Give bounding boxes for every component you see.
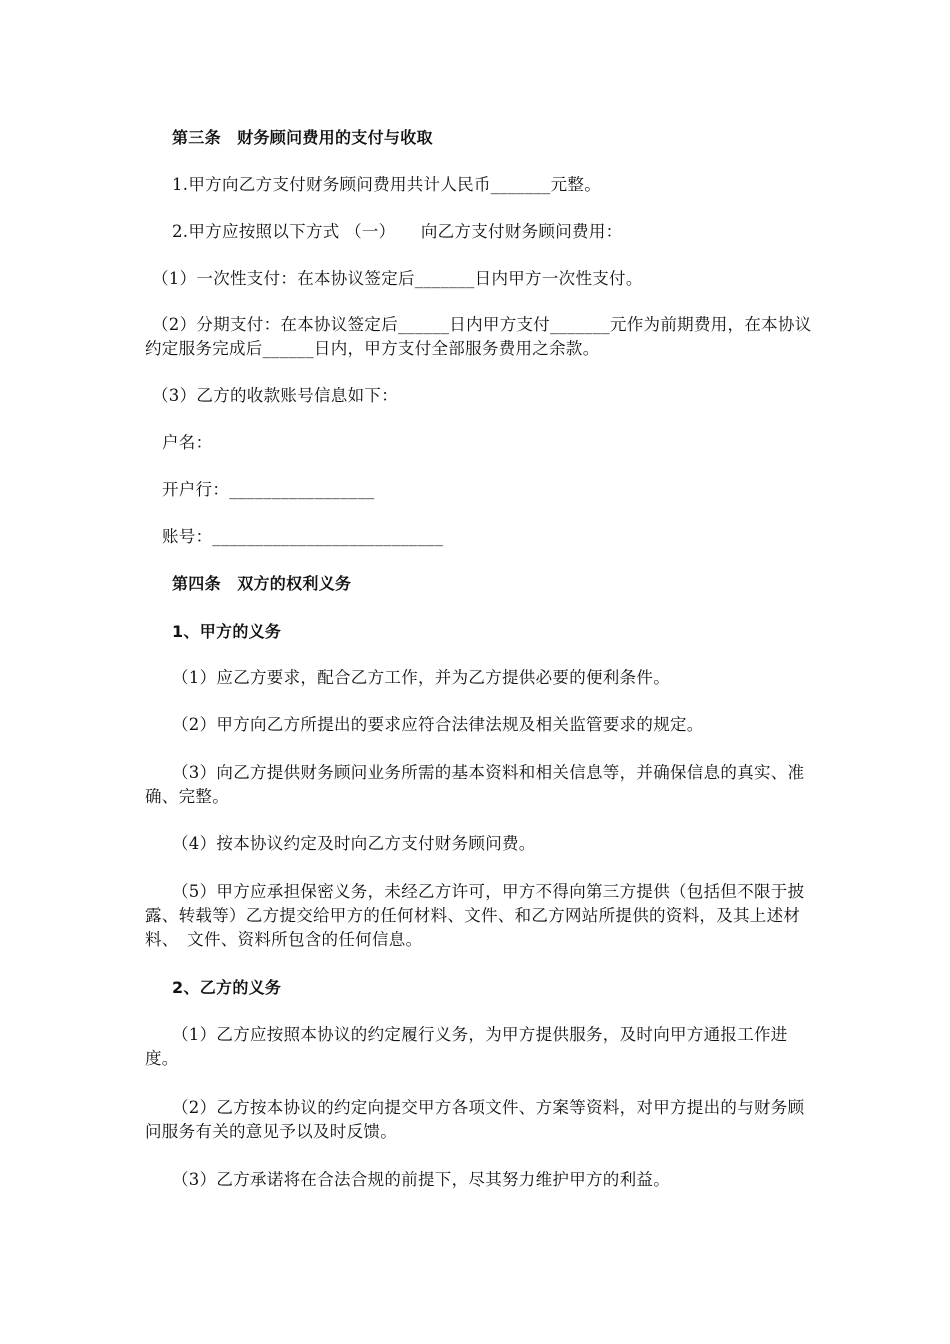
party-a-obligation-3: （3）向乙方提供财务顾问业务所需的基本资料和相关信息等，并确保信息的真实、准确、完整。 <box>145 763 805 806</box>
article-3-clause-2: 2.甲方应按照以下方式 （一） 向乙方支付财务顾问费用： <box>172 222 623 241</box>
party-b-obligations-heading: 2、乙方的义务 <box>172 978 282 997</box>
party-b-obligation-2: （2）乙方按本协议的约定向提交甲方各项文件、方案等资料，对甲方提出的与财务顾问服务有关的意见予以及时反馈。 <box>145 1098 805 1141</box>
party-b-obligation-1: （1）乙方应按照本协议的约定履行义务，为甲方提供服务，及时向甲方通报工作进度。 <box>145 1025 788 1068</box>
party-a-obligation-2: （2）甲方向乙方所提出的要求应符合法律法规及相关监管要求的规定。 <box>172 715 704 734</box>
article-3-title: 第三条 财务顾问费用的支付与收取 <box>172 128 433 147</box>
party-a-obligation-5: （5）甲方应承担保密义务，未经乙方许可，甲方不得向第三方提供（包括但不限于披露、转载等）乙方提交给甲方的任何材料、文件、和乙方网站所提供的资料，及其上述材料、 文件、资料所包含的任何信息。 <box>145 882 805 949</box>
payment-option-installment: （2）分期支付：在本协议签定后______日内甲方支付_______元作为前期费用，在本协议约定服务完成后______日内，甲方支付全部服务费用之余款。 <box>145 315 812 358</box>
party-a-obligations-heading: 1、甲方的义务 <box>172 622 282 641</box>
party-a-obligation-4: （4）按本协议约定及时向乙方支付财务顾问费。 <box>172 834 536 853</box>
article-4-title: 第四条 双方的权利义务 <box>172 574 352 593</box>
party-a-obligation-1: （1）应乙方要求，配合乙方工作，并为乙方提供必要的便利条件。 <box>172 668 670 687</box>
article-3-clause-1: 1.甲方向乙方支付财务顾问费用共计人民币_______元整。 <box>172 175 601 194</box>
party-b-obligation-3: （3）乙方承诺将在合法合规的前提下，尽其努力维护甲方的利益。 <box>172 1170 670 1189</box>
bank-field: 开户行：_________________ <box>162 480 375 499</box>
payment-option-lump-sum: （1）一次性支付：在本协议签定后_______日内甲方一次性支付。 <box>152 269 643 288</box>
account-info-intro: （3）乙方的收款账号信息如下： <box>152 386 398 405</box>
account-name-field: 户名： <box>162 433 213 452</box>
account-number-field: 账号：___________________________ <box>162 527 444 546</box>
